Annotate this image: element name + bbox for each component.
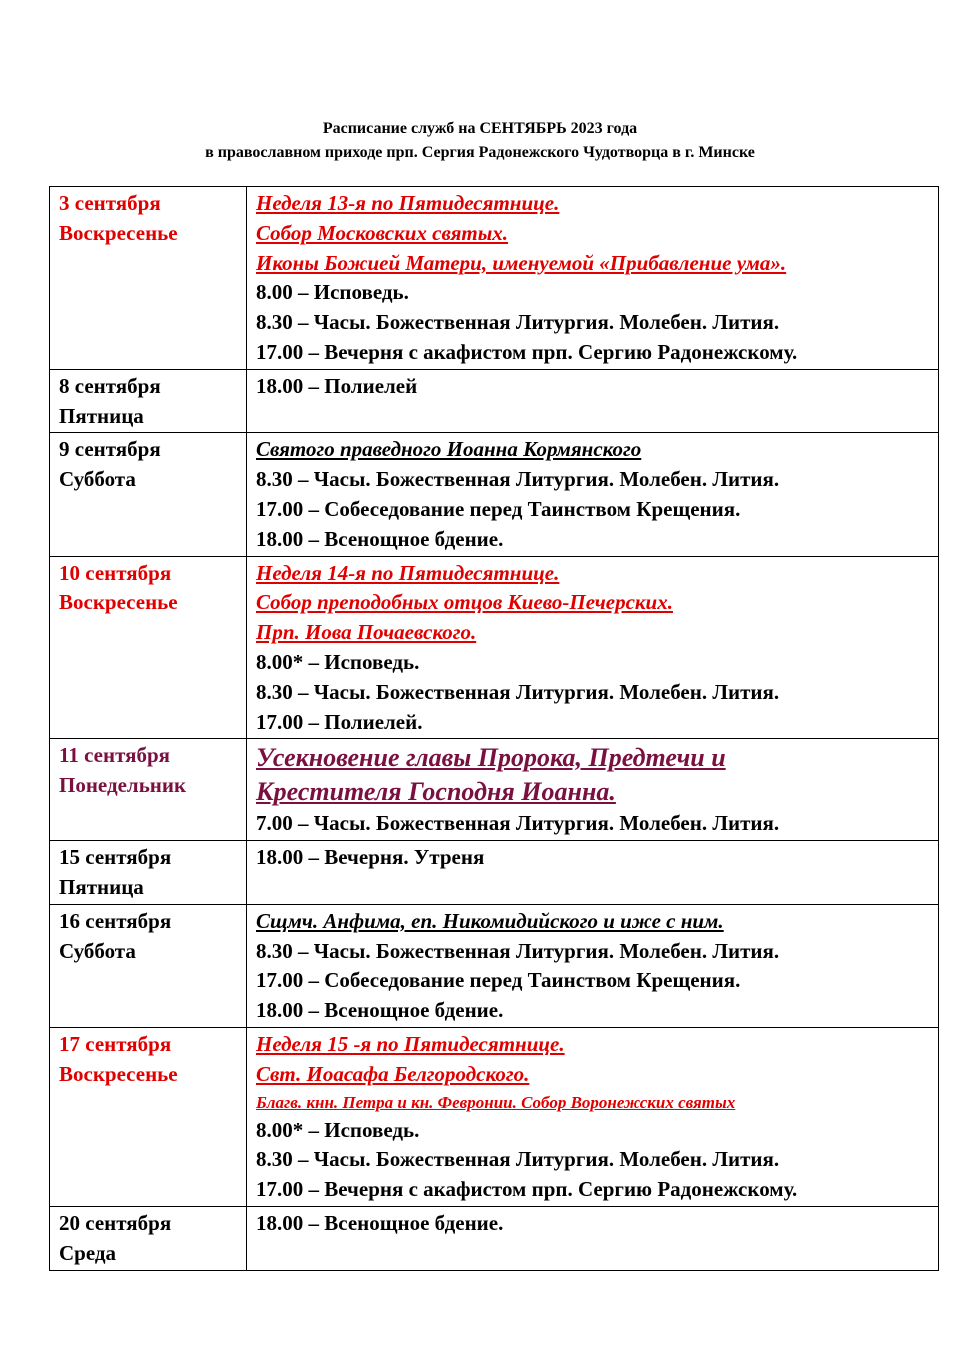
service-time: 8.30 – Часы. Божественная Литургия. Молебен. Лития. bbox=[256, 467, 780, 492]
date-cell bbox=[50, 556, 247, 739]
title-line-1: Расписание служб на СЕНТЯБРЬ 2023 года bbox=[322, 120, 638, 137]
service-time: 17.00 – Собеседование перед Таинством Крещения. bbox=[256, 496, 741, 521]
service-time: 17.00 – Полиелей. bbox=[256, 709, 423, 734]
page-title bbox=[0, 117, 960, 165]
service-time: 8.00* – Исповедь. bbox=[256, 1117, 420, 1142]
service-time: 8.30 – Часы. Божественная Литургия. Молебен. Лития. bbox=[256, 310, 780, 335]
date-cell bbox=[50, 1206, 247, 1270]
services-cell bbox=[247, 556, 939, 739]
weekday-label: Воскресенье bbox=[59, 220, 178, 245]
date-label: 11 сентября bbox=[59, 743, 171, 768]
schedule-row bbox=[50, 1206, 939, 1270]
services-cell bbox=[247, 1206, 939, 1270]
date-cell bbox=[50, 1027, 247, 1206]
feast-title: Неделя 14-я по Пятидесятнице. bbox=[256, 560, 560, 585]
service-time: 18.00 – Всенощное бдение. bbox=[256, 998, 504, 1023]
date-cell bbox=[50, 187, 247, 370]
service-time: 8.00 – Исповедь. bbox=[256, 280, 409, 305]
date-label: 9 сентября bbox=[59, 437, 161, 462]
date-label: 10 сентября bbox=[59, 560, 172, 585]
schedule-row bbox=[50, 1027, 939, 1206]
weekday-label: Понедельник bbox=[59, 773, 187, 798]
services-cell bbox=[247, 369, 939, 433]
feast-title: Благв. кнн. Петра и кн. Февронии. Собор Воронежских святых bbox=[256, 1092, 736, 1112]
service-time: 18.00 – Всенощное бдение. bbox=[256, 526, 504, 551]
weekday-label: Суббота bbox=[59, 467, 136, 492]
date-cell bbox=[50, 739, 247, 841]
weekday-label: Суббота bbox=[59, 938, 136, 963]
weekday-label: Пятница bbox=[59, 403, 144, 428]
title-line-2: в православном приходе прп. Сергия Радонежского Чудотворца в г. Минске bbox=[205, 144, 755, 161]
service-time: 18.00 – Полиелей bbox=[256, 373, 418, 398]
date-label: 3 сентября bbox=[59, 191, 161, 215]
schedule-row bbox=[50, 369, 939, 433]
feast-title: Иконы Божией Матери, именуемой «Прибавление ума». bbox=[256, 250, 787, 275]
feast-title: Святого праведного Иоанна Кормянского bbox=[256, 437, 642, 462]
services-cell bbox=[247, 841, 939, 905]
service-time: 17.00 – Собеседование перед Таинством Крещения. bbox=[256, 968, 741, 993]
service-time: 8.30 – Часы. Божественная Литургия. Молебен. Лития. bbox=[256, 679, 780, 704]
service-time: 17.00 – Вечерня с акафистом прп. Сергию Радонежскому. bbox=[256, 1177, 798, 1202]
date-cell bbox=[50, 841, 247, 905]
service-time: 17.00 – Вечерня с акафистом прп. Сергию Радонежскому. bbox=[256, 339, 798, 364]
services-cell bbox=[247, 1027, 939, 1206]
schedule-row bbox=[50, 904, 939, 1027]
schedule-row bbox=[50, 739, 939, 841]
date-cell bbox=[50, 369, 247, 433]
service-time: 8.30 – Часы. Божественная Литургия. Молебен. Лития. bbox=[256, 1147, 780, 1172]
feast-title: Неделя 13-я по Пятидесятнице. bbox=[256, 191, 560, 215]
feast-title: Собор преподобных отцов Киево-Печерских. bbox=[256, 590, 673, 615]
service-time: 18.00 – Вечерня. Утреня bbox=[256, 845, 485, 870]
feast-title: Собор Московских святых. bbox=[256, 220, 509, 245]
date-label: 16 сентября bbox=[59, 908, 172, 933]
date-cell bbox=[50, 904, 247, 1027]
date-label: 20 сентября bbox=[59, 1210, 172, 1235]
service-time: 8.30 – Часы. Божественная Литургия. Молебен. Лития. bbox=[256, 938, 780, 963]
feast-title: Крестителя Господня Иоанна. bbox=[256, 777, 616, 807]
schedule-row bbox=[50, 556, 939, 739]
schedule-body bbox=[50, 187, 939, 1271]
feast-title: Усекновение главы Пророка, Предтечи и bbox=[256, 743, 726, 773]
weekday-label: Воскресенье bbox=[59, 590, 178, 615]
services-cell bbox=[247, 904, 939, 1027]
feast-title: Прп. Иова Почаевского. bbox=[256, 620, 477, 645]
services-cell bbox=[247, 433, 939, 556]
weekday-label: Воскресенье bbox=[59, 1061, 178, 1086]
date-label: 8 сентября bbox=[59, 373, 161, 398]
feast-title: Неделя 15 -я по Пятидесятнице. bbox=[256, 1031, 565, 1056]
feast-title: Свт. Иоасафа Белгородского. bbox=[256, 1061, 530, 1086]
service-time: 18.00 – Всенощное бдение. bbox=[256, 1210, 504, 1235]
weekday-label: Пятница bbox=[59, 874, 144, 899]
schedule-row bbox=[50, 841, 939, 905]
services-cell bbox=[247, 187, 939, 370]
service-time: 7.00 – Часы. Божественная Литургия. Молебен. Лития. bbox=[256, 811, 780, 836]
feast-title: Сщмч. Анфима, еп. Никомидийского и иже с ним. bbox=[256, 908, 724, 933]
services-cell bbox=[247, 739, 939, 841]
schedule-table bbox=[49, 186, 939, 1271]
schedule-row bbox=[50, 187, 939, 370]
date-label: 15 сентября bbox=[59, 845, 172, 870]
weekday-label: Среда bbox=[59, 1240, 117, 1265]
date-label: 17 сентября bbox=[59, 1031, 172, 1056]
schedule-row bbox=[50, 433, 939, 556]
date-cell bbox=[50, 433, 247, 556]
service-time: 8.00* – Исповедь. bbox=[256, 649, 420, 674]
